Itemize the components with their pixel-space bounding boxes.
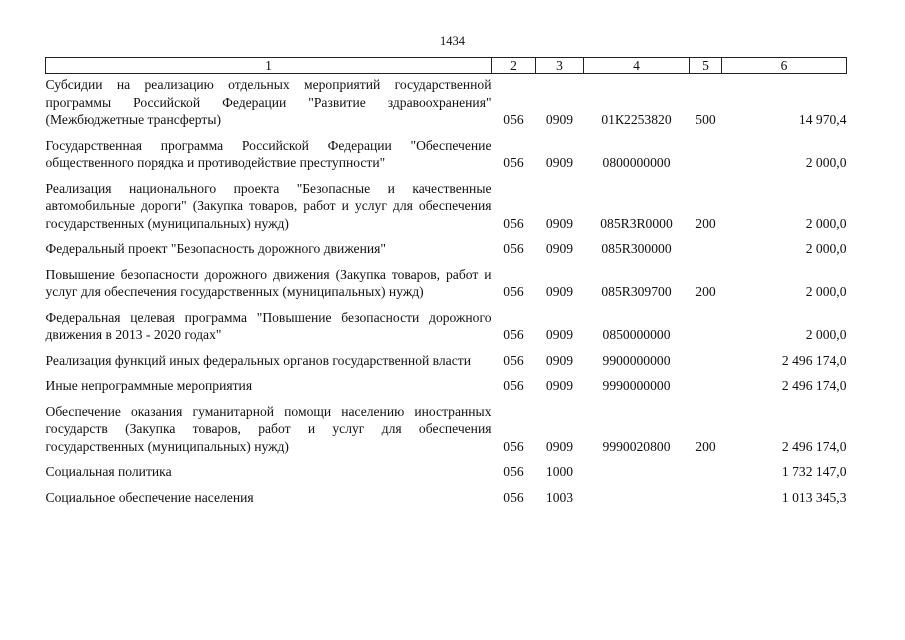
cell-amount: 14 970,4 bbox=[798, 112, 847, 127]
cell-amount: 2 496 174,0 bbox=[781, 438, 847, 454]
table-row bbox=[46, 74, 847, 129]
cell-ministry-code: 056 bbox=[503, 327, 524, 342]
cell-target-article: 085R300000 bbox=[601, 241, 672, 256]
cell-expense-type bbox=[690, 232, 722, 258]
table-row bbox=[46, 455, 847, 481]
cell-section-code: 0909 bbox=[545, 438, 574, 454]
cell-target-article: 9990000000 bbox=[602, 378, 671, 393]
row-name: Реализация функций иных федеральных органов государственной власти bbox=[45, 352, 471, 368]
header-col-4: 4 bbox=[584, 58, 690, 74]
cell-expense-type: 200 bbox=[695, 438, 716, 454]
cell-expense-type: 500 bbox=[695, 112, 716, 127]
cell-ministry-code: 056 bbox=[503, 378, 524, 393]
row-name: Реализация национального проекта "Безопасные и качественные автомобильные дороги" (Закупка товаров, работ и услуг для обеспечения государственных (муниципальных) нужд) bbox=[45, 180, 492, 231]
row-name: Повышение безопасности дорожного движения (Закупка товаров, работ и услуг для обеспечения государственных (муниципальных) нужд) bbox=[45, 266, 492, 299]
table-header-row bbox=[46, 58, 847, 74]
table-row bbox=[46, 129, 847, 172]
cell-expense-type bbox=[690, 301, 722, 344]
cell-target-article: 01К2253820 bbox=[601, 112, 672, 127]
cell-ministry-code: 056 bbox=[503, 352, 524, 368]
table-row bbox=[46, 172, 847, 233]
budget-table bbox=[45, 57, 847, 506]
cell-target-article: 0800000000 bbox=[602, 155, 671, 170]
row-name: Федеральный проект "Безопасность дорожного движения" bbox=[45, 241, 386, 256]
cell-section-code: 1003 bbox=[545, 489, 574, 505]
row-name: Обеспечение оказания гуманитарной помощи населению иностранных государств (Закупка товаров, работ и услуг для обеспечения государственных (муниципальных) нужд) bbox=[45, 403, 492, 454]
header-col-6: 6 bbox=[722, 58, 847, 74]
cell-expense-type bbox=[690, 455, 722, 481]
table-body bbox=[46, 74, 847, 507]
cell-expense-type: 200 bbox=[695, 215, 716, 231]
cell-ministry-code: 056 bbox=[503, 241, 524, 256]
cell-ministry-code: 056 bbox=[503, 284, 524, 299]
header-col-2: 2 bbox=[492, 58, 536, 74]
cell-target-article bbox=[584, 455, 690, 481]
cell-ministry-code: 056 bbox=[503, 112, 524, 127]
cell-amount: 2 000,0 bbox=[805, 155, 847, 170]
cell-ministry-code: 056 bbox=[503, 464, 524, 479]
cell-amount: 2 000,0 bbox=[805, 215, 847, 231]
cell-section-code: 0909 bbox=[545, 327, 574, 342]
cell-expense-type: 200 bbox=[695, 284, 716, 299]
cell-target-article: 9990020800 bbox=[602, 438, 671, 454]
header-col-3: 3 bbox=[536, 58, 584, 74]
table-row bbox=[46, 258, 847, 301]
header-col-5: 5 bbox=[690, 58, 722, 74]
cell-ministry-code: 056 bbox=[503, 215, 524, 231]
cell-target-article bbox=[584, 481, 690, 507]
cell-expense-type bbox=[690, 369, 722, 395]
cell-expense-type bbox=[690, 481, 722, 507]
row-name: Социальная политика bbox=[45, 464, 172, 479]
cell-amount: 2 000,0 bbox=[805, 327, 847, 342]
cell-section-code: 0909 bbox=[545, 155, 574, 170]
cell-amount: 2 000,0 bbox=[805, 284, 847, 299]
table-row bbox=[46, 301, 847, 344]
row-name: Социальное обеспечение населения bbox=[45, 489, 254, 505]
page-number: 1434 bbox=[440, 34, 465, 48]
cell-amount: 2 000,0 bbox=[805, 241, 847, 256]
header-col-1: 1 bbox=[46, 58, 492, 74]
cell-target-article: 0850000000 bbox=[602, 327, 671, 342]
row-name: Субсидии на реализацию отдельных мероприятий государственной программы Российской Федерации "Развитие здравоохранения" (Межбюджетные трансферты) bbox=[45, 77, 492, 127]
cell-expense-type bbox=[690, 344, 722, 370]
cell-expense-type bbox=[690, 129, 722, 172]
cell-ministry-code: 056 bbox=[503, 155, 524, 170]
table-row bbox=[46, 481, 847, 507]
row-name: Иные непрограммные мероприятия bbox=[45, 378, 253, 393]
table-row bbox=[46, 344, 847, 370]
cell-ministry-code: 056 bbox=[503, 438, 524, 454]
cell-amount: 2 496 174,0 bbox=[781, 378, 847, 393]
cell-section-code: 0909 bbox=[545, 284, 574, 299]
cell-section-code: 1000 bbox=[545, 464, 574, 479]
cell-section-code: 0909 bbox=[545, 352, 574, 368]
cell-ministry-code: 056 bbox=[503, 489, 524, 505]
cell-amount: 1 013 345,3 bbox=[781, 489, 847, 505]
table-row bbox=[46, 395, 847, 456]
cell-amount: 2 496 174,0 bbox=[781, 352, 847, 368]
cell-section-code: 0909 bbox=[545, 215, 574, 231]
table-row bbox=[46, 369, 847, 395]
cell-target-article: 085R309700 bbox=[601, 284, 672, 299]
cell-section-code: 0909 bbox=[545, 112, 574, 127]
cell-amount: 1 732 147,0 bbox=[781, 464, 847, 479]
cell-section-code: 0909 bbox=[545, 241, 574, 256]
cell-section-code: 0909 bbox=[545, 378, 574, 393]
table-row bbox=[46, 232, 847, 258]
cell-target-article: 9900000000 bbox=[602, 352, 671, 368]
row-name: Федеральная целевая программа "Повышение безопасности дорожного движения в 2013 - 2020 годах" bbox=[45, 309, 492, 342]
cell-target-article: 085R3R0000 bbox=[600, 215, 673, 231]
row-name: Государственная программа Российской Федерации "Обеспечение общественного порядка и противодействие преступности" bbox=[45, 137, 492, 170]
